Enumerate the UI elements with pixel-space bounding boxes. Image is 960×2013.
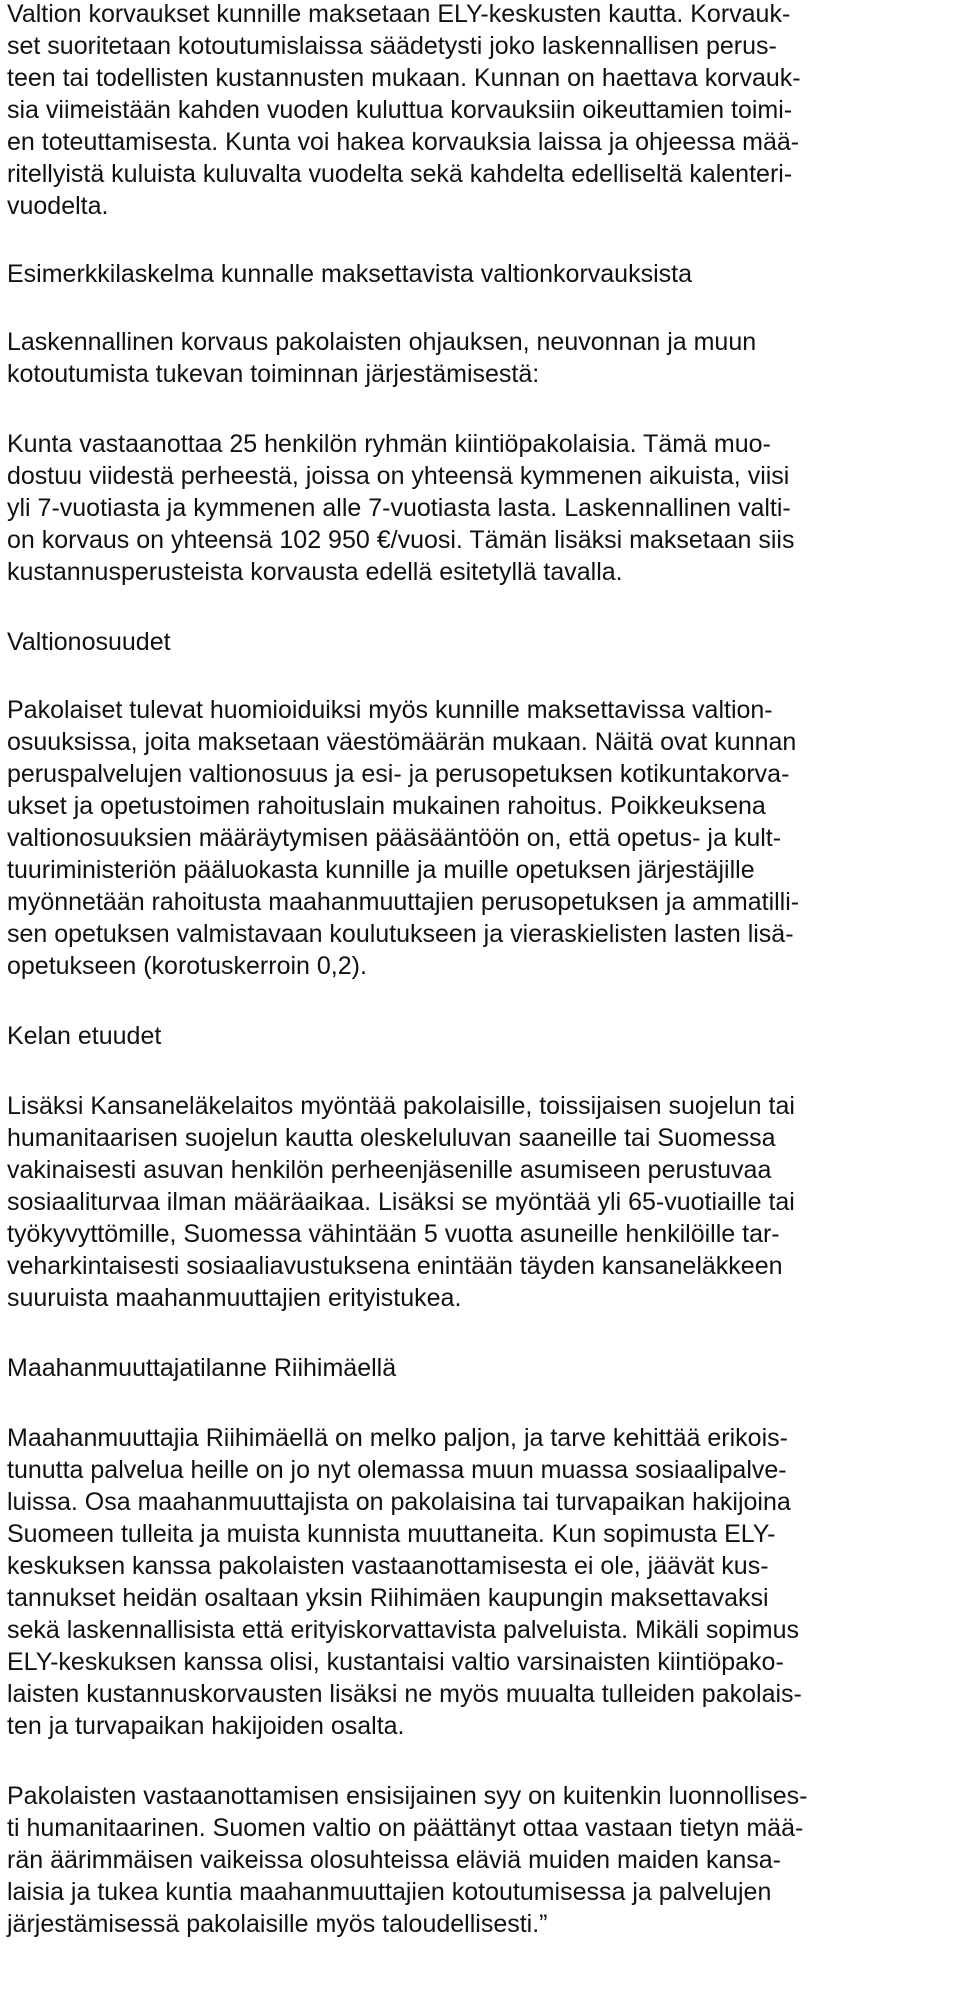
text-line: osuuksissa, joita maksetaan väestömäärän mukaan. Näitä ovat kunnan <box>7 728 797 756</box>
text-line: sekä laskennallisista että erityiskorvattavista palveluista. Mikäli sopimus <box>7 1616 799 1644</box>
text-line: keskuksen kanssa pakolaisten vastaanottamisesta ei ole, jäävät kus- <box>7 1552 769 1580</box>
text-line: Pakolaiset tulevat huomioiduiksi myös kunnille maksettavissa valtion- <box>7 696 773 724</box>
text-line: laisten kustannuskorvausten lisäksi ne myös muualta tulleiden pakolais- <box>7 1680 802 1708</box>
text-line: vuodelta. <box>7 192 109 220</box>
text-line: Pakolaisten vastaanottamisen ensisijainen syy on kuitenkin luonnollises- <box>7 1782 808 1810</box>
text-line: set suoritetaan kotoutumislaissa säädetysti joko laskennallisen perus- <box>7 32 777 60</box>
riihimaki-heading: Maahanmuuttajatilanne Riihimäellä <box>7 1354 397 1382</box>
text-line: veharkintaisesti sosiaaliavustuksena enintään täyden kansaneläkkeen <box>7 1252 783 1280</box>
text-line: ELY-keskuksen kanssa olisi, kustantaisi valtio varsinaisten kiintiöpako- <box>7 1648 784 1676</box>
text-line: Laskennallinen korvaus pakolaisten ohjauksen, neuvonnan ja muun <box>7 328 757 356</box>
text-line: dostuu viidestä perheestä, joissa on yhteensä kymmenen aikuista, viisi <box>7 462 790 490</box>
text-line: tannukset heidän osaltaan yksin Riihimäen kaupungin maksettavaksi <box>7 1584 769 1612</box>
text-line: suuruista maahanmuuttajien erityistukea. <box>7 1284 462 1312</box>
text-line: Valtion korvaukset kunnille maksetaan ELY-keskusten kautta. Korvauk- <box>7 0 791 28</box>
text-line: kustannusperusteista korvausta edellä esitetyllä tavalla. <box>7 558 623 586</box>
text-line: humanitaarisen suojelun kautta oleskeluluvan saaneille tai Suomessa <box>7 1124 776 1152</box>
example-heading: Esimerkkilaskelma kunnalle maksettavista valtionkorvauksista <box>7 260 692 288</box>
text-line: sosiaaliturvaa ilman määräaikaa. Lisäksi se myöntää yli 65-vuotiaille tai <box>7 1188 795 1216</box>
text-line: valtionosuuksien määräytymisen pääsääntöön on, että opetus- ja kult- <box>7 824 782 852</box>
text-line: työkyvyttömille, Suomessa vähintään 5 vuotta asuneille henkilöille tar- <box>7 1220 780 1248</box>
text-line: vakinaisesti asuvan henkilön perheenjäsenille asumiseen perustuvaa <box>7 1156 772 1184</box>
text-line: ti humanitaarinen. Suomen valtio on päättänyt ottaa vastaan tietyn mää- <box>7 1814 804 1842</box>
text-line: Maahanmuuttajia Riihimäellä on melko paljon, ja tarve kehittää erikois- <box>7 1424 788 1452</box>
text-line: sia viimeistään kahden vuoden kuluttua korvauksiin oikeuttamien toimi- <box>7 96 793 124</box>
text-line: on korvaus on yhteensä 102 950 €/vuosi. Tämän lisäksi maksetaan siis <box>7 526 795 554</box>
valtionosuudet-heading: Valtionosuudet <box>7 628 171 656</box>
text-line: sen opetuksen valmistavaan koulutukseen ja vieraskielisten lasten lisä- <box>7 920 794 948</box>
text-line: luissa. Osa maahanmuuttajista on pakolaisina tai turvapaikan hakijoina <box>7 1488 791 1516</box>
text-line: teen tai todellisten kustannusten mukaan. Kunnan on haettava korvauk- <box>7 64 801 92</box>
text-line: laisia ja tukea kuntia maahanmuuttajien kotoutumisessa ja palvelujen <box>7 1878 772 1906</box>
text-line: ritellyistä kuluista kuluvalta vuodelta sekä kahdelta edelliseltä kalenteri- <box>7 160 793 188</box>
text-line: tuuriministeriön pääluokasta kunnille ja muille opetuksen järjestäjille <box>7 856 755 884</box>
text-line: opetukseen (korotuskerroin 0,2). <box>7 952 367 980</box>
text-line: ukset ja opetustoimen rahoituslain mukainen rahoitus. Poikkeuksena <box>7 792 766 820</box>
text-line: rän äärimmäisen vaikeissa olosuhteissa eläviä muiden maiden kansa- <box>7 1846 781 1874</box>
text-line: tunutta palvelua heille on jo nyt olemassa muun muassa sosiaalipalve- <box>7 1456 787 1484</box>
text-line: yli 7-vuotiasta ja kymmenen alle 7-vuotiasta lasta. Laskennallinen valti- <box>7 494 791 522</box>
kela-heading: Kelan etuudet <box>7 1022 162 1050</box>
text-line: Lisäksi Kansaneläkelaitos myöntää pakolaisille, toissijaisen suojelun tai <box>7 1092 795 1120</box>
text-line: kotoutumista tukevan toiminnan järjestämisestä: <box>7 360 540 388</box>
text-line: en toteuttamisesta. Kunta voi hakea korvauksia laissa ja ohjeessa mää- <box>7 128 800 156</box>
text-line: Kunta vastaanottaa 25 henkilön ryhmän kiintiöpakolaisia. Tämä muo- <box>7 430 771 458</box>
text-line: myönnetään rahoitusta maahanmuuttajien perusopetuksen ja ammatilli- <box>7 888 800 916</box>
text-line: peruspalvelujen valtionosuus ja esi- ja perusopetuksen kotikuntakorva- <box>7 760 790 788</box>
text-line: ten ja turvapaikan hakijoiden osalta. <box>7 1712 405 1740</box>
text-line: Suomeen tulleita ja muista kunnista muuttaneita. Kun sopimusta ELY- <box>7 1520 776 1548</box>
text-line: järjestämisessä pakolaisille myös taloudellisesti.” <box>7 1910 548 1938</box>
